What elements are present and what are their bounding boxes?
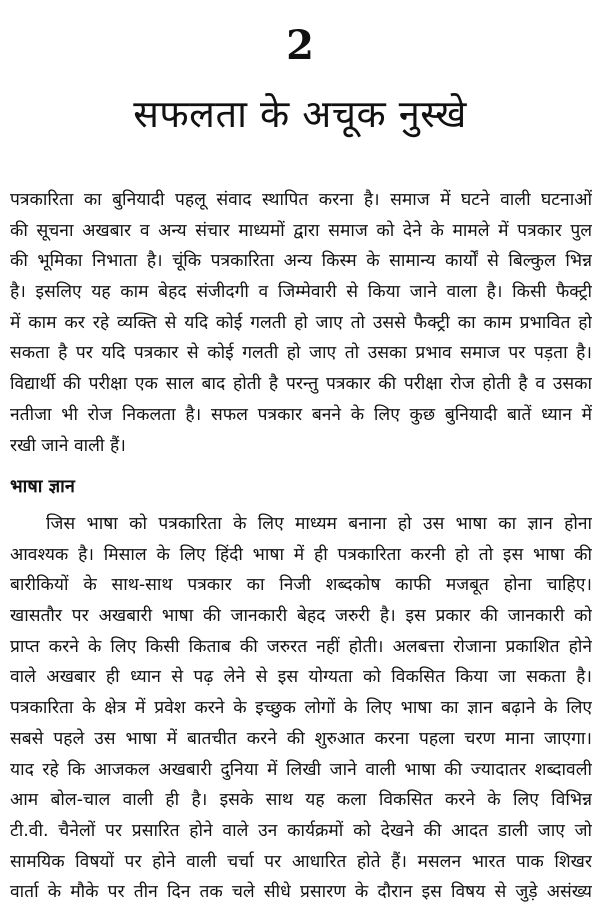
paragraph-line: है। इसलिए यह काम बेहद संजीदगी व जिम्मेवारी से किया जाने वाला है। किसी फैक्ट्री [10,282,592,303]
paragraph-line: खासतौर पर अखबारी भाषा की जानकारी बेहद जरुरी है। इस प्रकार की जानकारी को [10,606,592,627]
paragraph-line: सामयिक विषयों पर होने वाली चर्चा पर आधारित होते हैं। मसलन भारत पाक शिखर [10,851,592,872]
paragraph-line: आम बोल-चाल वाली ही है। इसके साथ यह कला विकसित करने के लिए विभिन्न [10,790,592,811]
paragraph-line: सकता है पर यदि पत्रकार से कोई गलती हो जाए तो उसका प्रभाव समाज पर पड़ता है। [10,343,592,364]
paragraph-line: नतीजा भी रोज निकलता है। सफल पत्रकार बनने के लिए कुछ बुनियादी बातें ध्यान में [10,404,592,425]
paragraph-line: में काम कर रहे व्यक्ति से यदि कोई गलती हो जाए तो उससे फैक्ट्री का काम प्रभावित हो [10,312,592,333]
chapter-number: 2 [286,22,314,69]
intro-paragraph [10,185,592,461]
paragraph-line: वाले अखबार ही ध्यान से पढ़ लेने से इस योग्यता को विकसित किया जा सकता है। [10,667,592,688]
paragraph-line: याद रहे कि आजकल अखबारी दुनिया में लिखी जाने वाली भाषा की ज्यादातर शब्दावली [10,759,592,780]
paragraph-line: विद्यार्थी की परीक्षा एक साल बाद होती है परन्तु पत्रकार की परीक्षा रोज होती है व उसका [10,374,592,395]
section-heading: भाषा ज्ञान [10,476,75,497]
paragraph-line: पत्रकारिता के क्षेत्र में प्रवेश करने के इच्छुक लोगों के लिए भाषा का ज्ञान बढ़ाने के लिए [10,698,592,719]
paragraph-line: सबसे पहले उस भाषा में बातचीत करने की शुरुआत करना पहला चरण माना जाएगा। [10,728,592,749]
paragraph-line: की सूचना अखबार व अन्य संचार माध्यमों द्वारा समाज को देने के मामले में पत्रकार पुल [10,220,592,241]
paragraph-line: प्राप्त करने के लिए किसी किताब की जरुरत नहीं होती। अलबत्ता रोजाना प्रकाशित होने [10,636,592,657]
chapter-title: सफलता के अचूक नुस्खे [133,92,467,136]
paragraph-line: टी.वी. चैनेलों पर प्रसारित होने वाले उन कार्यक्रमों को देखने की आदत डाली जाए जो [10,820,592,841]
paragraph-line: की भूमिका निभाता है। चूंकि पत्रकारिता अन्य किस्म के सामान्य कार्यों से बिल्कुल भिन्न [10,251,592,272]
paragraph-line: वार्ता के मौके पर तीन दिन तक चले सीधे प्रसारण के दौरान इस विषय से जुड़े असंख्य [10,882,592,903]
paragraph-line: आवश्यक है। मिसाल के लिए हिंदी भाषा में ही पत्रकारिता करनी हो तो इस भाषा की [10,544,592,565]
section-paragraph [10,509,592,908]
paragraph-line: पत्रकारिता का बुनियादी पहलू संवाद स्थापित करना है। समाज में घटने वाली घटनाओं [10,190,592,210]
paragraph-line: रखी जाने वाली हैं। [10,435,126,456]
paragraph-line: बारीकियों के साथ-साथ पत्रकार का निजी शब्दकोष काफी मजबूत होना चाहिए। [10,575,592,596]
paragraph-line: जिस भाषा को पत्रकारिता के लिए माध्यम बनाना हो उस भाषा का ज्ञान होना [46,514,592,534]
